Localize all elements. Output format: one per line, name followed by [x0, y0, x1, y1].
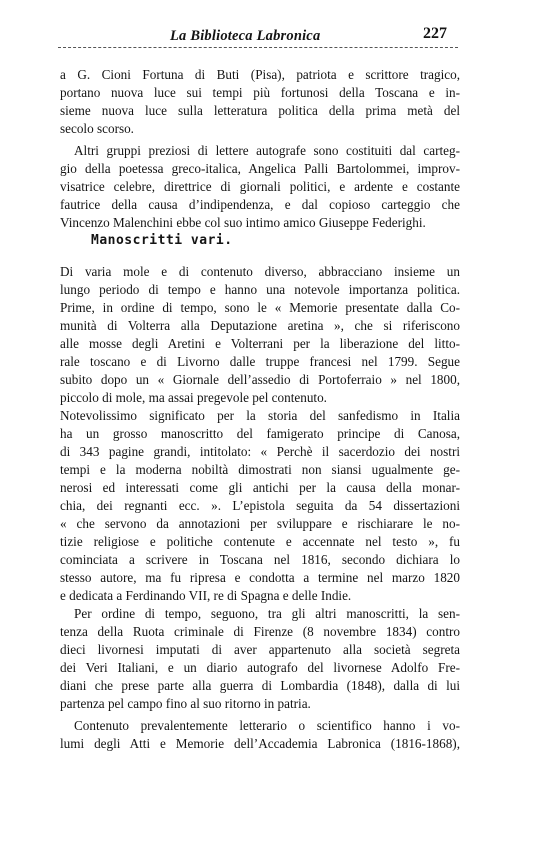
text-line: rale toscano e di Livorno dalle truppe francesi nel 1799. Segue	[60, 354, 460, 369]
text-line: ha un grosso manoscritto del famigerato principe di Canosa,	[60, 426, 460, 441]
text-line: a G. Cioni Fortuna di Buti (Pisa), patriota e scrittore tragico,	[60, 67, 460, 82]
text-line: gio della poetessa greco-italica, Angelica Palli Bartolommei, improv-	[60, 161, 460, 176]
running-title: La Biblioteca Labronica	[170, 28, 321, 44]
running-header	[58, 26, 458, 48]
text-line: lungo periodo di tempo e hanno una notevole importanza politica.	[60, 282, 460, 297]
text-line: tenza della Ruota criminale di Firenze (8 novembre 1834) contro	[60, 624, 460, 639]
text-line: Notevolissimo significato per la storia del sanfedismo in Italia	[60, 408, 460, 423]
text-line: alle mosse degli Aretini e Volterrani per la liberazione del litto-	[60, 336, 460, 351]
text-line: piccolo di mole, ma assai pregevole pel contenuto.	[60, 390, 327, 405]
text-line: visatrice celebre, direttrice di giornali politici, e ardente e costante	[60, 179, 460, 194]
text-line: lumi degli Atti e Memorie dell’Accademia Labronica (1816-1868),	[60, 736, 460, 751]
text-line: diani che prese parte alla guerra di Lombardia (1848), dalla di lui	[60, 678, 460, 693]
text-line: Per ordine di tempo, seguono, tra gli altri manoscritti, la sen-	[74, 606, 460, 621]
text-line: Vincenzo Malenchini ebbe col suo intimo amico Giuseppe Federighi.	[60, 215, 426, 230]
text-line: partenza pel campo fino al suo ritorno in patria.	[60, 696, 311, 711]
text-line: tizie religiose e politiche contenute e accennate nel testo », fu	[60, 534, 460, 549]
page-number: 227	[423, 25, 447, 42]
text-line: dei Veri Italiani, e un diario autografo del livornese Adolfo Fre-	[60, 660, 460, 675]
text-line: chia, dei regnanti ecc. ». L’epistola seguita da 54 dissertazioni	[60, 498, 460, 513]
text-line: stesso autore, ma fu ripresa e condotta a termine nel marzo 1820	[60, 570, 460, 585]
text-line: Altri gruppi preziosi di lettere autografe sono costituiti dal carteg-	[74, 143, 460, 158]
text-line: cominciata a scrivere in Toscana nel 1816, secondo dichiara lo	[60, 552, 460, 567]
text-line: subito dopo un « Giornale dell’assedio di Portoferraio » nel 1800,	[60, 372, 460, 387]
text-line: portano nuova luce sui tempi più fortunosi della Toscana e in-	[60, 85, 460, 100]
text-line: « che servono da annotazioni per sviluppare e rischiarare le no-	[60, 516, 460, 531]
text-line: fautrice della causa d’indipendenza, e dal copioso carteggio che	[60, 197, 460, 212]
text-line: secolo scorso.	[60, 121, 134, 136]
text-line: di 343 pagine grandi, intitolato: « Perchè il sacerdozio dei nostri	[60, 444, 460, 459]
text-line: Contenuto prevalentemente letterario o scientifico hanno i vo-	[74, 718, 460, 733]
text-line: e dedicata a Ferdinando VII, re di Spagna e delle Indie.	[60, 588, 352, 603]
text-line: nerosi ed interessati come gli antichi per la causa della monar-	[60, 480, 460, 495]
text-line: dieci livornesi imputati di aver appartenuto alla società segreta	[60, 642, 460, 657]
text-line: Di varia mole e di contenuto diverso, abbracciano insieme un	[60, 264, 460, 279]
text-line: Prime, in ordine di tempo, sono le « Memorie presentate dalla Co-	[60, 300, 460, 315]
text-line: tempi e la moderna nobiltà dimostrati non siansi ugualmente ge-	[60, 462, 460, 477]
text-line: munità di Volterra alla Deputazione aretina », che si riferiscono	[60, 318, 460, 333]
text-line: sieme nuova luce sulla letteratura politica della prima metà del	[60, 103, 460, 118]
section-heading: Manoscritti vari.	[91, 233, 233, 248]
header-rule	[58, 47, 458, 48]
